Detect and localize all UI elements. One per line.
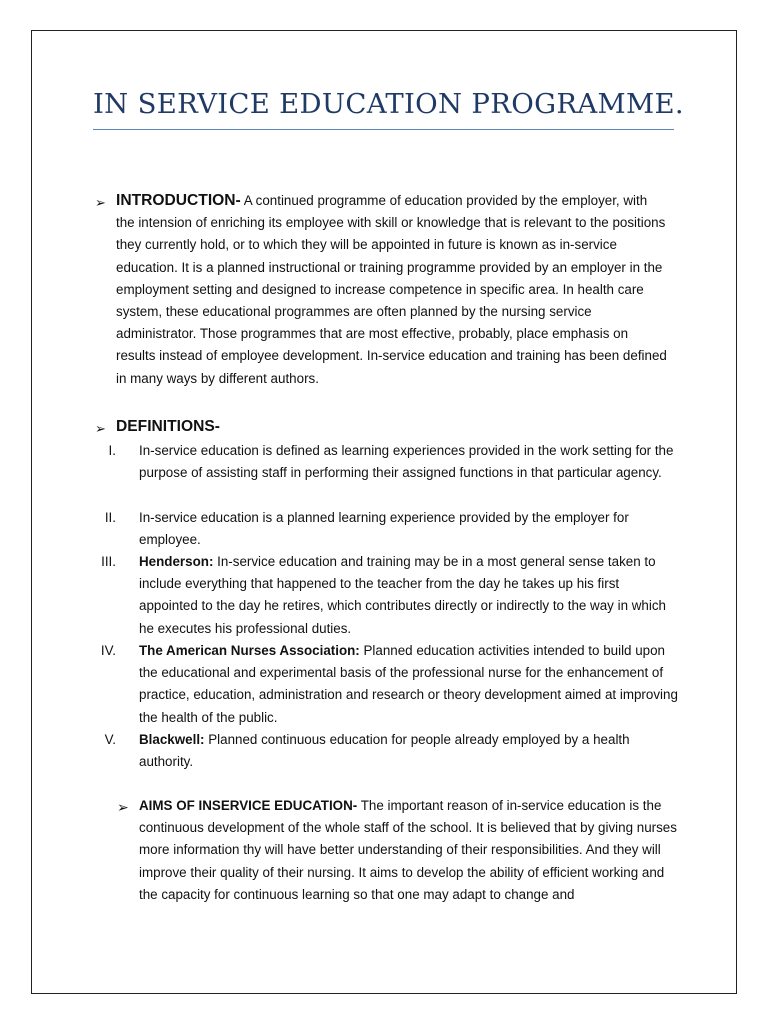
definition-lead: Blackwell: (139, 732, 205, 747)
definition-text: Planned continuous education for people already employed by a health authority. (139, 732, 630, 770)
introduction-heading: INTRODUCTION- (116, 192, 241, 209)
definition-lead: The American Nurses Association: (139, 643, 360, 658)
definitions-heading: DEFINITIONS- (116, 418, 220, 435)
definition-text: In-service education and training may be in a most general sense taken to include everything that happened to the teacher from the day he takes up his first appointed to the day he retires, which contributes directly or indirectly to the way in which he executes his professional duties. (139, 554, 666, 636)
definition-numeral: III. (101, 554, 116, 569)
definition-text-block (139, 551, 679, 640)
arrow-bullet-icon: ➢ (95, 195, 106, 210)
arrow-bullet-icon: ➢ (117, 799, 129, 815)
definition-text: In-service education is a planned learning experience provided by the employer for employee. (139, 510, 629, 548)
definition-numeral: V. (104, 732, 116, 747)
definition-text-block (139, 440, 679, 484)
definition-text-block (139, 729, 679, 773)
document-title: IN SERVICE EDUCATION PROGRAMME. (93, 88, 684, 120)
definition-numeral: II. (104, 510, 116, 525)
definition-numeral: IV. (100, 643, 116, 658)
definition-lead: Henderson: (139, 554, 214, 569)
definition-text-block (139, 507, 679, 551)
definition-text-block (139, 640, 679, 729)
introduction-paragraph (116, 190, 668, 390)
definition-text: In-service education is defined as learning experiences provided in the work setting for the purpose of assisting staff in performing their assigned functions in that particular agency. (139, 443, 674, 481)
definition-numeral: I. (108, 443, 116, 458)
title-underline (93, 129, 674, 130)
definition-text: Planned education activities intended to build upon the educational and experimental basis of the professional nurse for the enhancement of practice, education, administration and research or theory development aimed at improving the health of the public. (139, 643, 678, 725)
aims-paragraph (139, 795, 679, 906)
arrow-bullet-icon: ➢ (95, 421, 106, 436)
aims-heading: AIMS OF INSERVICE EDUCATION- (139, 798, 358, 813)
introduction-text: A continued programme of education provided by the employer, with the intension of enriching its employee with skill or knowledge that is relevant to the positions they currently hold, or to which they will be appointed in future is known as in-service education. It is a planned instructional or training programme provided by an employer in the employment setting and designed to increase competence in specific area. In health care system, these educational programmes are often planned by the nursing service administrator. Those programmes that are most effective, probably, place emphasis on results instead of employee development. In-service education and training has been defined in many ways by different authors. (116, 193, 667, 386)
definitions-heading-line (116, 416, 668, 438)
aims-text: The important reason of in-service education is the continuous development of the whole staff of the school. It is believed that by giving nurses more information thy will have better understanding of their responsibilities. And they will improve their quality of their nursing. It aims to develop the ability of efficient working and the capacity for continuous learning so that one may adapt to change and (139, 798, 677, 902)
